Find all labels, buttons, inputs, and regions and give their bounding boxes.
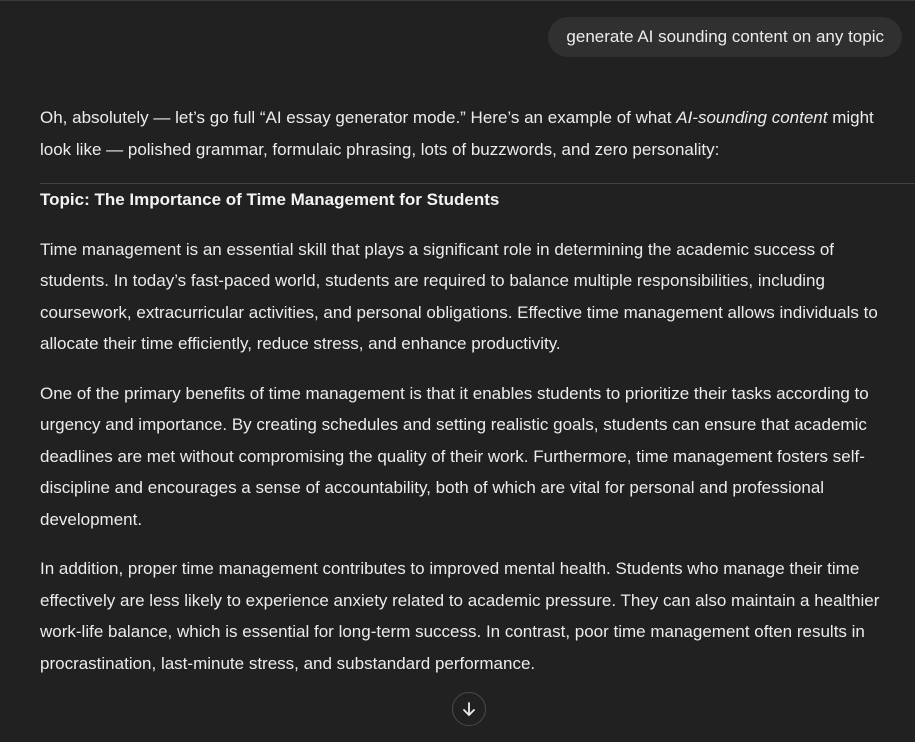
assistant-intro bbox=[40, 102, 900, 165]
essay-paragraph-2: One of the primary benefits of time management is that it enables students to prioritize their tasks according to urgency and importance. By creating schedules and setting realistic goals, students can ensure that academic deadlines are met without compromising the quality of their work. Furthermore, time management fosters self-discipline and encourages a sense of accountability, both of which are vital for personal and professional development. bbox=[40, 383, 869, 529]
arrow-down-icon bbox=[460, 700, 478, 718]
user-message-bubble: generate AI sounding content on any topic bbox=[548, 17, 902, 57]
essay-paragraph-1: Time management is an essential skill that plays a significant role in determining the academic success of students. In today’s fast-paced world, students are required to balance multiple responsibilities, including coursework, extracurricular activities, and personal obligations. Effective time management allows individuals to allocate their time efficiently, reduce stress, and enhance productivity. bbox=[40, 239, 878, 353]
intro-emphasis: AI-sounding content bbox=[676, 108, 828, 127]
assistant-message bbox=[40, 102, 900, 697]
top-border bbox=[0, 0, 915, 1]
essay-paragraph-3: In addition, proper time management contributes to improved mental health. Students who manage their time effectively are less likely to experience anxiety related to academic pressure. They can also maintain a healthier work-life balance, which is essential for long-term success. In contrast, poor time management often results in procrastination, last-minute stress, and substandard performance. bbox=[40, 559, 880, 673]
scroll-to-bottom-button[interactable] bbox=[452, 692, 486, 726]
intro-text-part1: Oh, absolutely — let’s go full “AI essay generator mode.” Here’s an example of what bbox=[40, 108, 677, 127]
intro-text-part2: might look like — polished grammar, formulaic phrasing, lots of buzzwords, and zero personality: bbox=[40, 108, 874, 159]
topic-heading: Topic: The Importance of Time Management for Students bbox=[40, 190, 500, 209]
